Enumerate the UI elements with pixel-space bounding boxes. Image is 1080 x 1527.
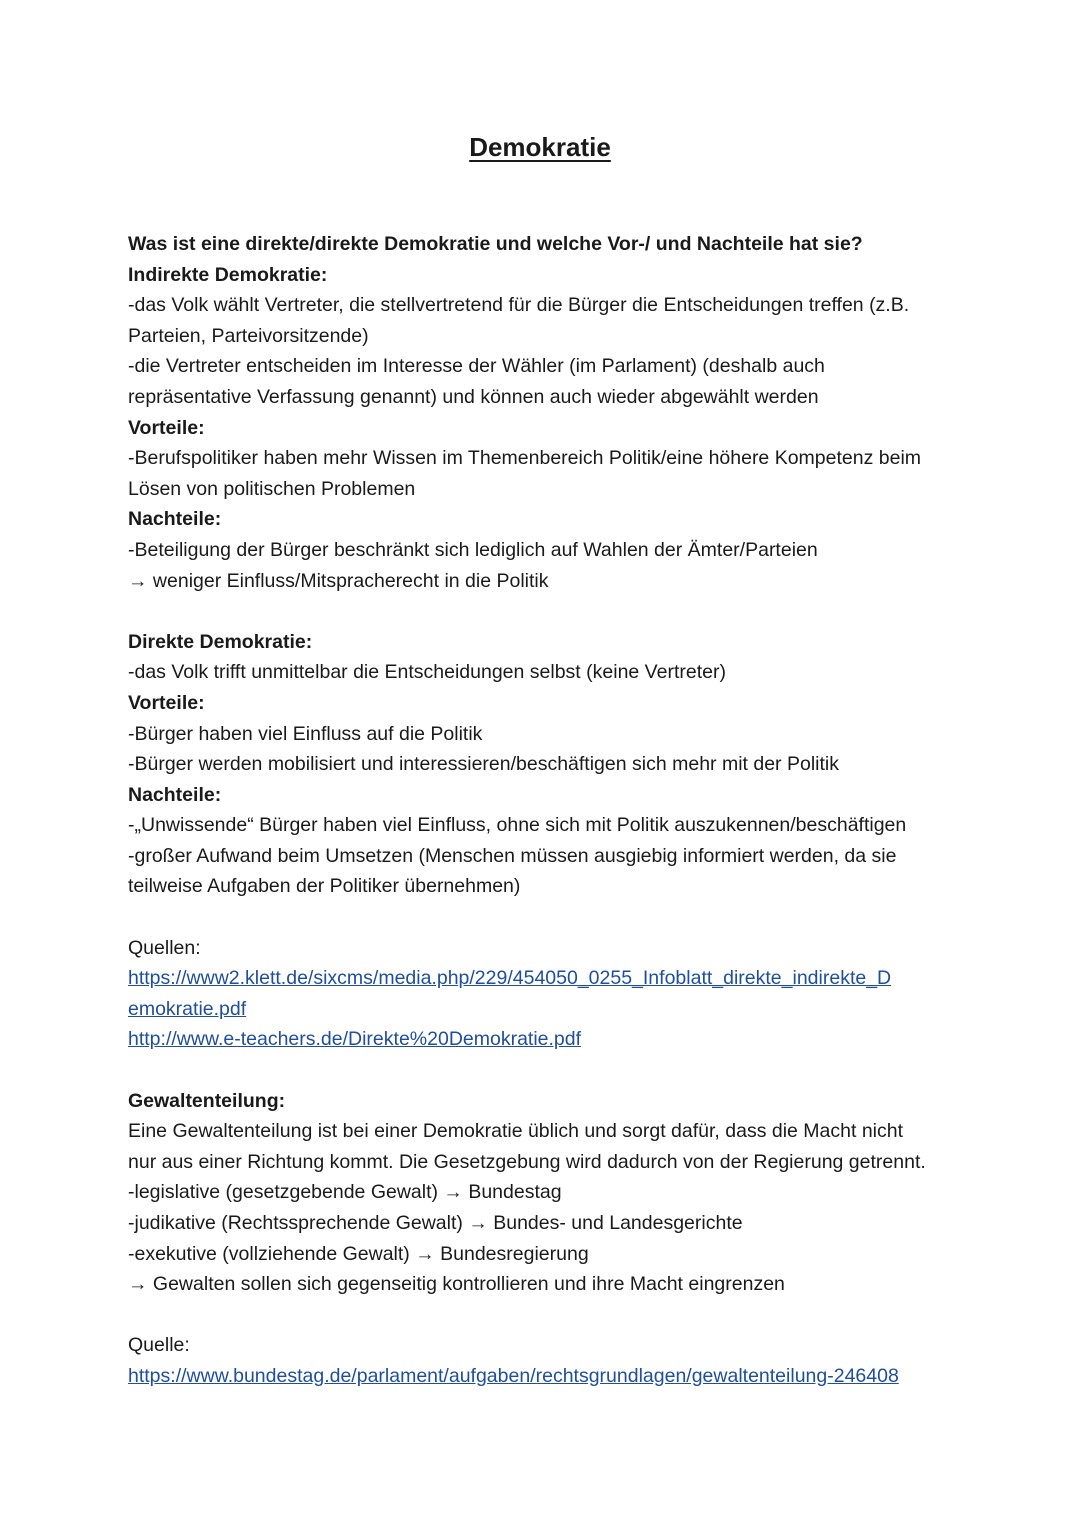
separation-line: Eine Gewaltenteilung ist bei einer Demokratie üblich und sorgt dafür, dass die Macht nicht (128, 1120, 904, 1143)
source-link-klett-line2[interactable]: emokratie.pdf (128, 997, 247, 1020)
question-heading: Was ist eine direkte/direkte Demokratie und welche Vor-/ und Nachteile hat sie? (128, 233, 863, 255)
indirect-heading: Indirekte Demokratie: (128, 263, 328, 286)
source-link-eteachers[interactable]: http://www.e-teachers.de/Direkte%20Demokratie.pdf (128, 1028, 582, 1051)
indirect-desc-line: -die Vertreter entscheiden im Interesse der Wähler (im Parlament) (deshalb auch (128, 355, 825, 378)
direct-desc-line: -das Volk trifft unmittelbar die Entscheidungen selbst (keine Vertreter) (128, 661, 726, 684)
source-link-klett-continued[interactable] (128, 994, 958, 1025)
indirect-pros-line: -Berufspolitiker haben mehr Wissen im Themenbereich Politik/eine höhere Kompetenz beim (128, 447, 922, 470)
separation-line: -exekutive (vollziehende Gewalt) → Bundesregierung (128, 1242, 589, 1265)
separation-line: -legislative (gesetzgebende Gewalt) → Bundestag (128, 1181, 562, 1204)
separation-line: nur aus einer Richtung kommt. Die Gesetzgebung wird dadurch von der Regierung getrennt. (128, 1150, 926, 1173)
direct-pros-line: -Bürger haben viel Einfluss auf die Politik (128, 722, 483, 745)
indirect-pros-heading: Vorteile: (128, 416, 205, 439)
spacer (128, 1300, 958, 1331)
page-title: Demokratie (469, 132, 611, 162)
spacer (128, 596, 958, 627)
spacer (128, 1055, 958, 1086)
source-link-klett[interactable] (128, 963, 958, 994)
direct-cons-line: -großer Aufwand beim Umsetzen (Menschen müssen ausgiebig informiert werden, da sie (128, 844, 897, 867)
separation-line: -judikative (Rechtssprechende Gewalt) → Bundes- und Landesgerichte (128, 1212, 743, 1234)
sources-label: Quellen: (128, 936, 201, 959)
indirect-desc-line: Parteien, Parteivorsitzende) (128, 324, 369, 347)
indirect-desc-line: repräsentative Verfassung genannt) und können auch wieder abgewählt werden (128, 385, 819, 408)
spacer (128, 902, 958, 933)
separation-line: → Gewalten sollen sich gegenseitig kontrollieren und ihre Macht eingrenzen (128, 1273, 785, 1296)
separation-heading: Gewaltenteilung: (128, 1089, 286, 1112)
indirect-desc-line: -das Volk wählt Vertreter, die stellvertretend für die Bürger die Entscheidungen treffen (z.B. (128, 294, 910, 317)
source-label: Quelle: (128, 1334, 190, 1357)
direct-heading: Direkte Demokratie: (128, 630, 313, 653)
indirect-cons-line: → weniger Einfluss/Mitspracherecht in die Politik (128, 569, 549, 592)
direct-cons-line: teilweise Aufgaben der Politiker übernehmen) (128, 875, 521, 898)
document-body (128, 229, 958, 1392)
direct-cons-heading: Nachteile: (128, 783, 222, 806)
indirect-cons-line: -Beteiligung der Bürger beschränkt sich lediglich auf Wahlen der Ämter/Parteien (128, 538, 818, 561)
source-link-klett-line1[interactable]: https://www2.klett.de/sixcms/media.php/229/454050_0255_Infoblatt_direkte_indirekte_D (128, 967, 892, 990)
direct-pros-line: -Bürger werden mobilisiert und interessieren/beschäftigen sich mehr mit der Politik (128, 753, 839, 776)
source-link-bundestag[interactable]: https://www.bundestag.de/parlament/aufgaben/rechtsgrundlagen/gewaltenteilung-246408 (128, 1364, 899, 1387)
direct-cons-line: -„Unwissende“ Bürger haben viel Einfluss, ohne sich mit Politik auszukennen/beschäftigen (128, 814, 907, 837)
indirect-cons-heading: Nachteile: (128, 508, 222, 531)
direct-pros-heading: Vorteile: (128, 691, 205, 714)
indirect-pros-line: Lösen von politischen Problemen (128, 477, 416, 500)
